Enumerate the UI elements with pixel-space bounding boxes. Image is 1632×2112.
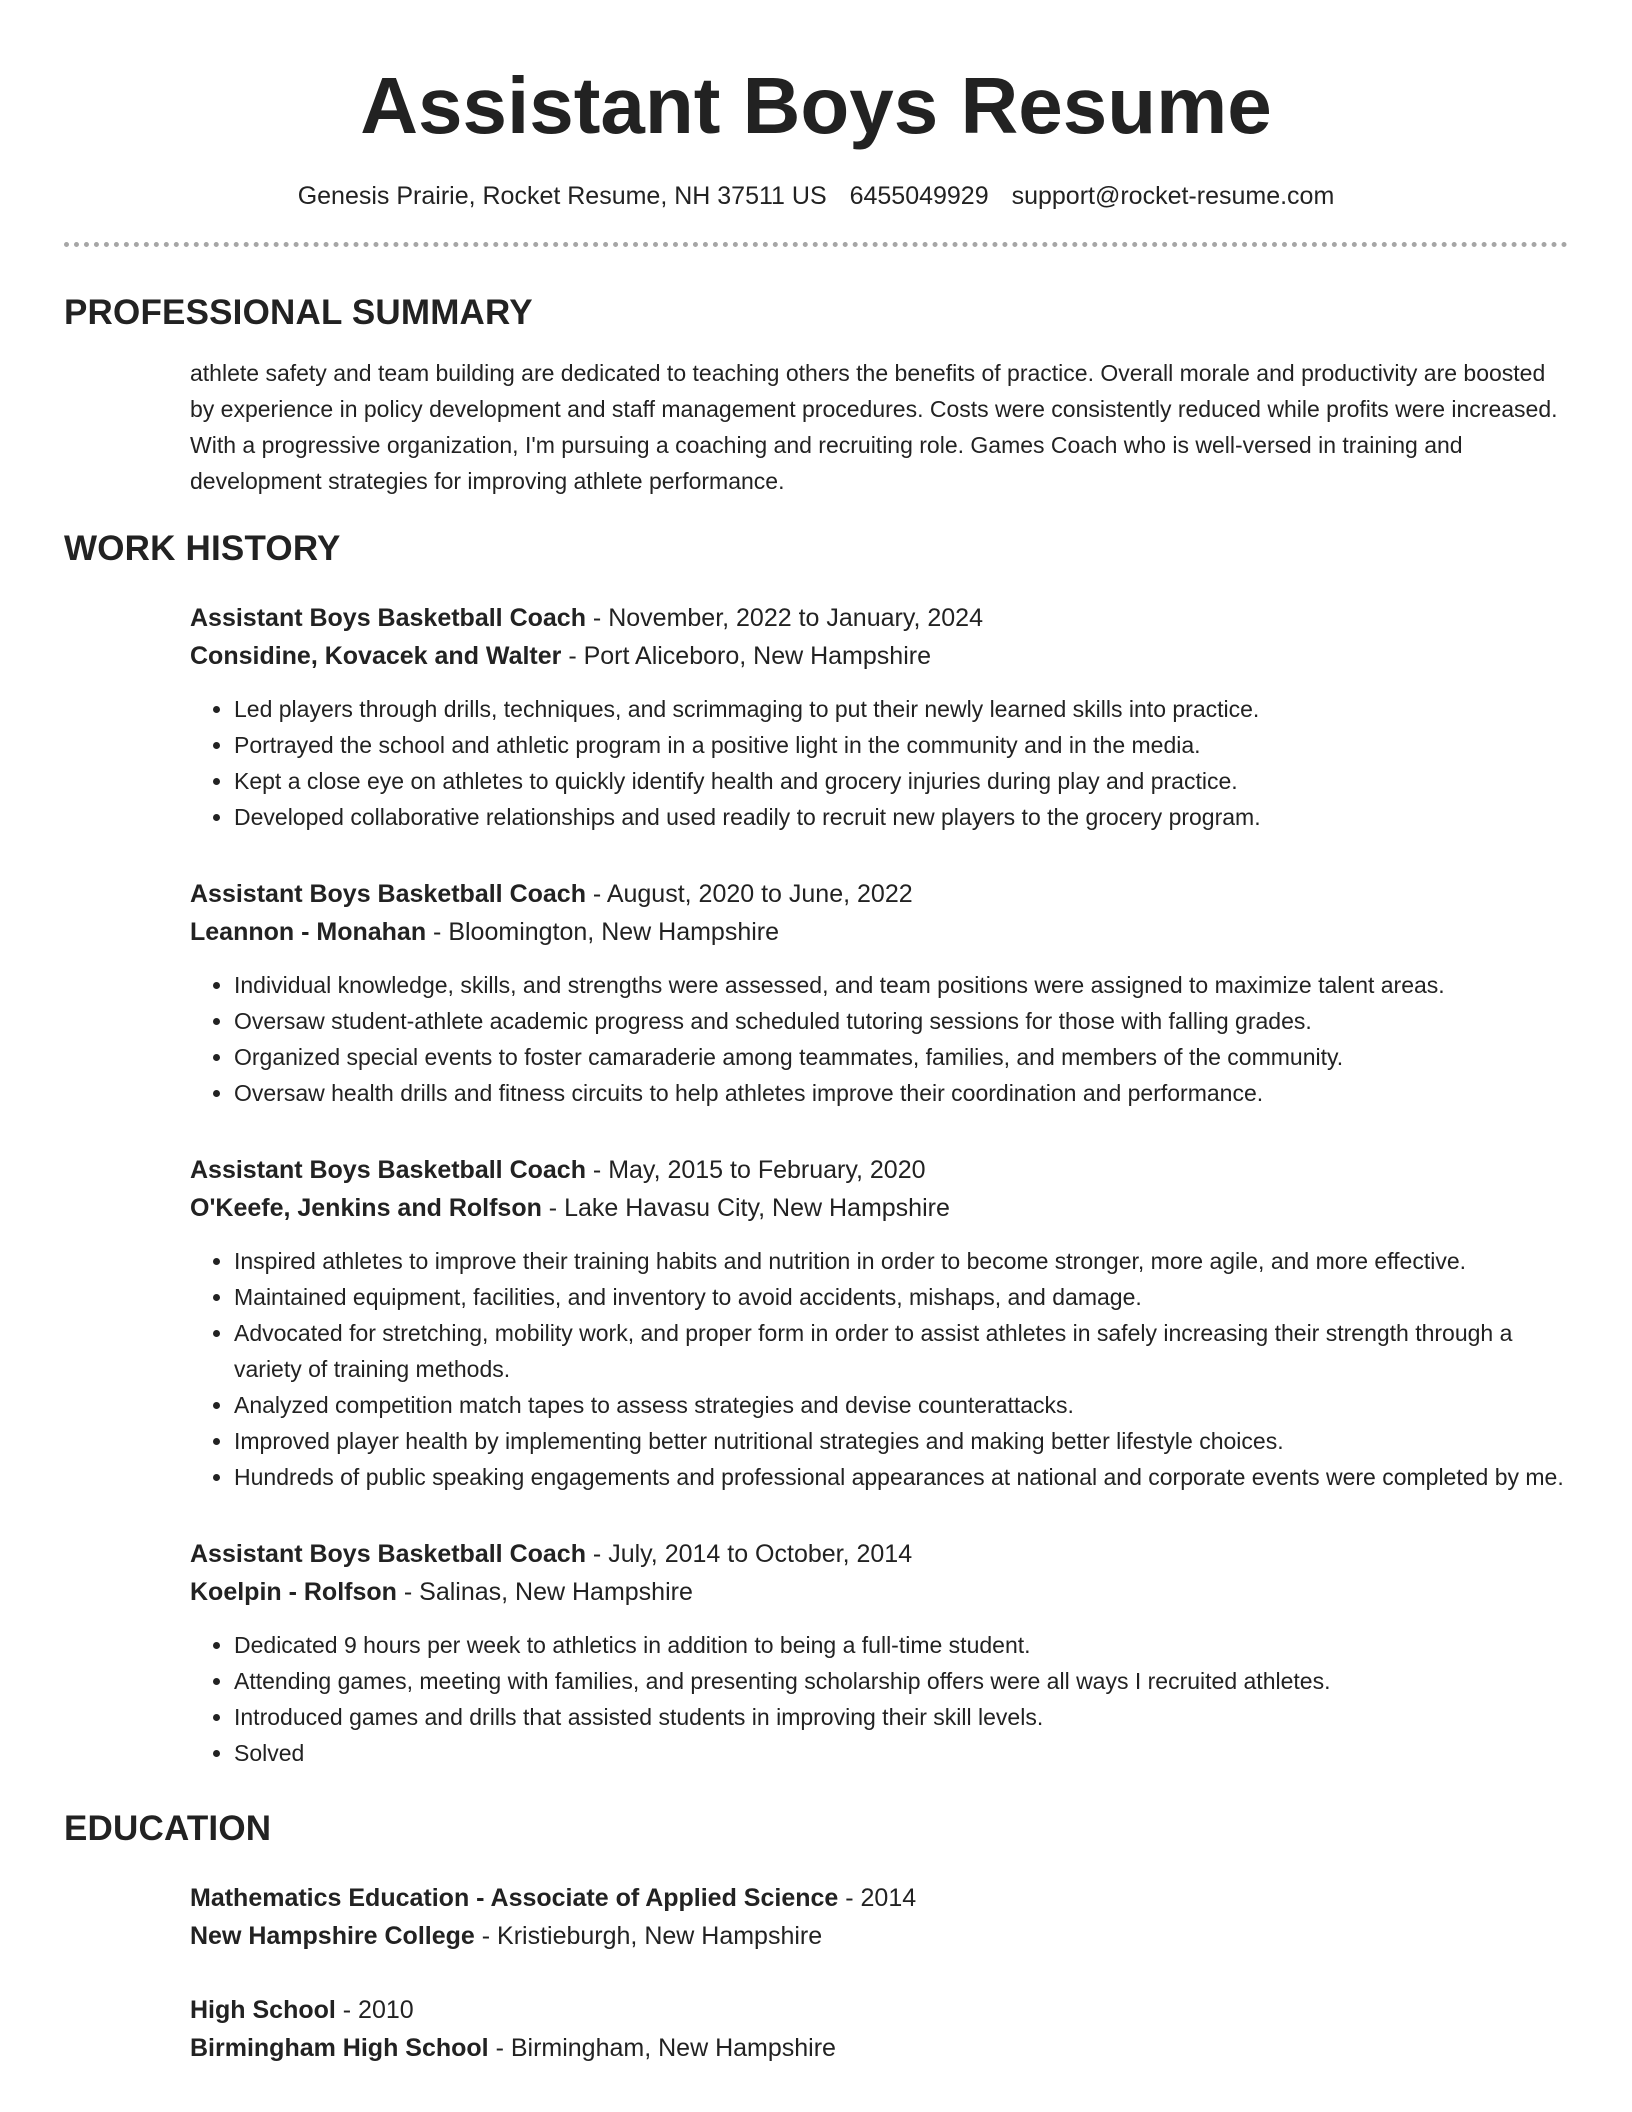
- job-title-line: [190, 1151, 1568, 1189]
- resume-name: Assistant Boys Resume: [360, 61, 1272, 150]
- education-entry: [190, 1879, 1568, 1955]
- contact-address: Genesis Prairie, Rocket Resume, NH 37511 US: [297, 182, 827, 210]
- list-item: • Solved: [234, 1735, 1568, 1771]
- list-item: • Led players through drills, techniques, and scrimmaging to put their newly learned skills into practice.: [234, 691, 1568, 727]
- list-item: • Oversaw health drills and fitness circuits to help athletes improve their coordination and performance.: [234, 1075, 1568, 1111]
- list-item: • Developed collaborative relationships and used readily to recruit new players to the grocery program.: [234, 799, 1568, 835]
- education-degree: Mathematics Education - Associate of Applied Science: [190, 1884, 839, 1912]
- job-location: - Port Aliceboro, New Hampshire: [561, 642, 931, 670]
- job-bullets: [190, 967, 1568, 1111]
- job-role: Assistant Boys Basketball Coach: [190, 604, 586, 632]
- job-dates: - November, 2022 to January, 2024: [585, 604, 983, 632]
- job-bullets: [190, 691, 1568, 835]
- education-school-line: [190, 1917, 1568, 1955]
- job-entry: [190, 875, 1568, 1111]
- job-dates: - July, 2014 to October, 2014: [585, 1540, 913, 1568]
- education-location: - Birmingham, New Hampshire: [488, 2034, 836, 2062]
- list-item: • Improved player health by implementing better nutritional strategies and making better lifestyle choices.: [234, 1423, 1568, 1459]
- work-history-heading: WORK HISTORY: [64, 529, 341, 568]
- job-role: Assistant Boys Basketball Coach: [190, 880, 586, 908]
- education-year: - 2014: [838, 1884, 917, 1912]
- job-location: - Lake Havasu City, New Hampshire: [541, 1194, 950, 1222]
- job-entry: [190, 1535, 1568, 1771]
- education-school-line: [190, 2029, 1568, 2067]
- education-degree-line: [190, 1991, 1568, 2029]
- job-dates: - August, 2020 to June, 2022: [585, 880, 913, 908]
- education-school: Birmingham High School: [190, 2034, 489, 2062]
- job-entry: [190, 1151, 1568, 1495]
- job-location: - Bloomington, New Hampshire: [426, 918, 780, 946]
- education-heading: EDUCATION: [64, 1809, 272, 1848]
- job-company-line: [190, 637, 1568, 675]
- education-location: - Kristieburgh, New Hampshire: [474, 1922, 823, 1950]
- list-item: • Dedicated 9 hours per week to athletics in addition to being a full-time student.: [234, 1627, 1568, 1663]
- job-company: Considine, Kovacek and Walter: [190, 642, 562, 670]
- contact-line: [64, 180, 1568, 212]
- list-item: • Oversaw student-athlete academic progress and scheduled tutoring sessions for those with falling grades.: [234, 1003, 1568, 1039]
- job-role: Assistant Boys Basketball Coach: [190, 1540, 586, 1568]
- job-company-line: [190, 1573, 1568, 1611]
- job-company: Leannon - Monahan: [190, 918, 427, 946]
- header-divider: [64, 242, 1568, 247]
- job-title-line: [190, 599, 1568, 637]
- education-degree-line: [190, 1879, 1568, 1917]
- list-item: • Portrayed the school and athletic program in a positive light in the community and in the media.: [234, 727, 1568, 763]
- contact-phone: 6455049929: [849, 182, 989, 210]
- list-item: • Organized special events to foster camaraderie among teammates, families, and members of the community.: [234, 1039, 1568, 1075]
- list-item: • Hundreds of public speaking engagements and professional appearances at national and corporate events were completed by me.: [234, 1459, 1568, 1495]
- job-role: Assistant Boys Basketball Coach: [190, 1156, 586, 1184]
- job-location: - Salinas, New Hampshire: [396, 1578, 693, 1606]
- job-entry: [190, 599, 1568, 835]
- job-title-line: [190, 875, 1568, 913]
- job-company-line: [190, 1189, 1568, 1227]
- education-school: New Hampshire College: [190, 1922, 475, 1950]
- job-bullets: [190, 1627, 1568, 1771]
- job-title-line: [190, 1535, 1568, 1573]
- education-degree: High School: [190, 1996, 336, 2024]
- list-item: • Individual knowledge, skills, and strengths were assessed, and team positions were assigned to maximize talent areas.: [234, 967, 1568, 1003]
- summary-text: athlete safety and team building are dedicated to teaching others the benefits of practice. Overall morale and productivity are boosted by experience in policy development and staff management procedures. Costs were consistently reduced while profits were increased. With a progressive organization, I'm pursuing a coaching and recruiting role. Games Coach who is well-versed in training and development strategies for improving athlete performance.: [190, 360, 1558, 494]
- summary-section: [64, 355, 1568, 499]
- list-item: • Maintained equipment, facilities, and inventory to avoid accidents, mishaps, and damage.: [234, 1279, 1568, 1315]
- list-item: • Advocated for stretching, mobility work, and proper form in order to assist athletes in safely increasing their strength through a variety of training methods.: [234, 1315, 1568, 1387]
- list-item: • Analyzed competition match tapes to assess strategies and devise counterattacks.: [234, 1387, 1568, 1423]
- education-year: - 2010: [335, 1996, 414, 2024]
- job-company: O'Keefe, Jenkins and Rolfson: [190, 1194, 542, 1222]
- work-history-section: [64, 599, 1568, 1771]
- job-dates: - May, 2015 to February, 2020: [585, 1156, 926, 1184]
- list-item: • Introduced games and drills that assisted students in improving their skill levels.: [234, 1699, 1568, 1735]
- job-company: Koelpin - Rolfson: [190, 1578, 397, 1606]
- contact-email: support@rocket-resume.com: [1011, 182, 1335, 210]
- job-company-line: [190, 913, 1568, 951]
- list-item: • Attending games, meeting with families, and presenting scholarship offers were all ways I recruited athletes.: [234, 1663, 1568, 1699]
- list-item: • Kept a close eye on athletes to quickly identify health and grocery injuries during play and practice.: [234, 763, 1568, 799]
- list-item: • Inspired athletes to improve their training habits and nutrition in order to become stronger, more agile, and more effective.: [234, 1243, 1568, 1279]
- education-entry: [190, 1991, 1568, 2067]
- summary-heading: PROFESSIONAL SUMMARY: [64, 293, 533, 332]
- job-bullets: [190, 1243, 1568, 1495]
- education-section: [64, 1879, 1568, 2067]
